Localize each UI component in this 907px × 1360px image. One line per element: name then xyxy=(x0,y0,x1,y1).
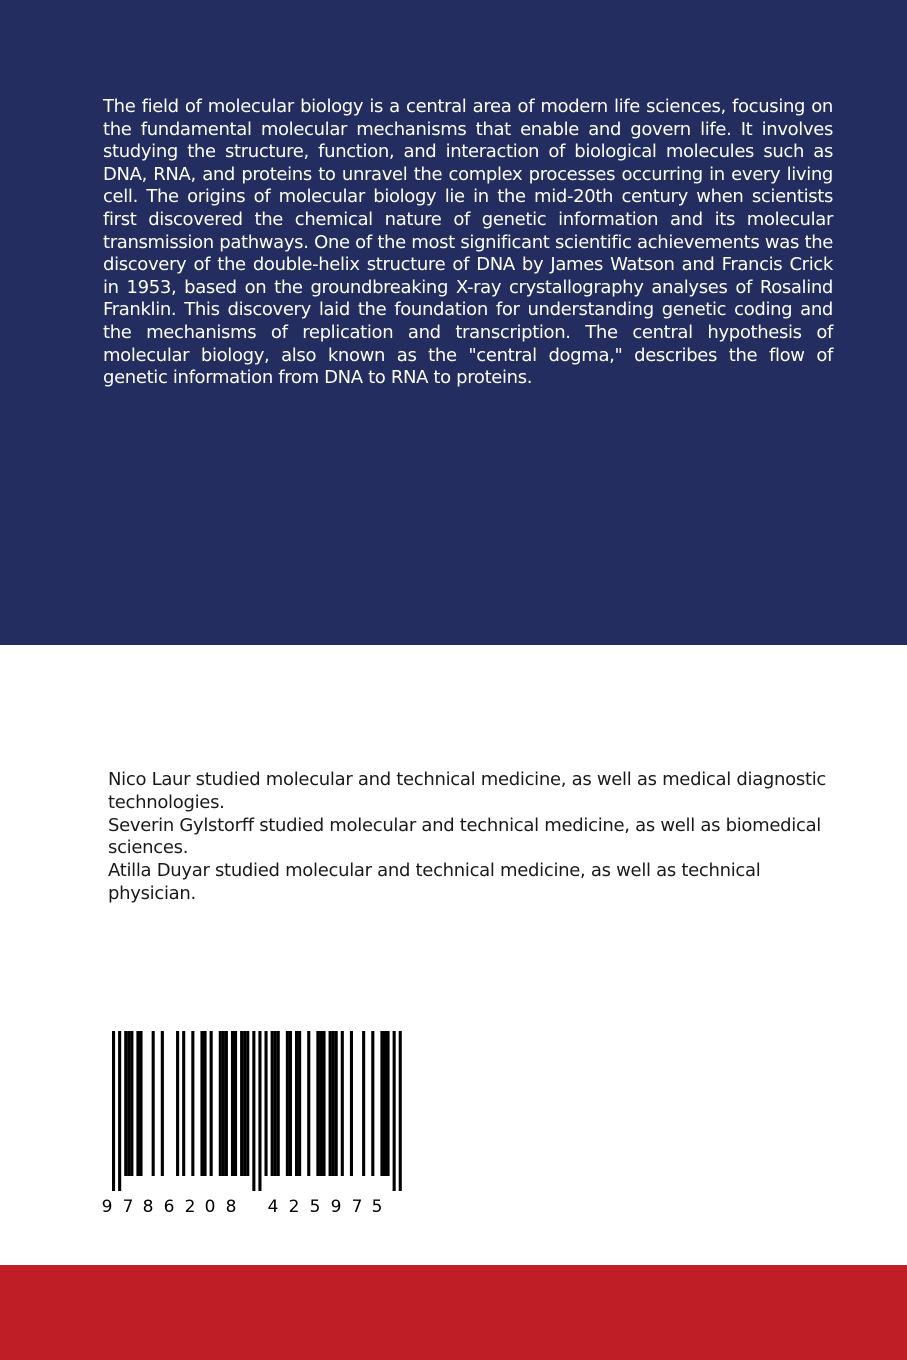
isbn-digit: 9 xyxy=(101,1197,113,1217)
isbn-digit: 7 xyxy=(351,1197,363,1217)
barcode-bar xyxy=(341,1031,344,1176)
barcode-bar xyxy=(316,1031,319,1176)
barcode-bar xyxy=(362,1031,365,1176)
isbn-digit: 2 xyxy=(184,1197,196,1217)
barcode-bar xyxy=(136,1031,139,1176)
isbn-digit: 6 xyxy=(163,1197,175,1217)
barcode-bars xyxy=(100,1029,420,1204)
barcode-bar xyxy=(130,1031,133,1176)
barcode-guard-bar xyxy=(118,1031,121,1191)
barcode-bar xyxy=(295,1031,298,1176)
barcode-bar xyxy=(225,1031,228,1176)
barcode-guard-bar xyxy=(393,1031,396,1191)
barcode-guard-bar xyxy=(112,1031,115,1191)
author-bio-laur: Nico Laur studied molecular and technical medicine, as well as medical diagnostic technologies. xyxy=(108,769,826,813)
isbn-digit: 9 xyxy=(330,1197,342,1217)
barcode-bar xyxy=(329,1031,332,1176)
barcode-guard-bar xyxy=(399,1031,402,1191)
barcode-bar xyxy=(322,1031,325,1176)
barcode-bar xyxy=(371,1031,374,1176)
barcode-guard-bar xyxy=(258,1031,261,1191)
isbn-barcode xyxy=(100,1029,420,1224)
isbn-digit: 7 xyxy=(122,1197,134,1217)
barcode-bar xyxy=(152,1031,155,1176)
barcode-bar xyxy=(265,1031,268,1176)
isbn-digit: 8 xyxy=(225,1197,237,1217)
barcode-bar xyxy=(176,1031,179,1176)
barcode-bar xyxy=(231,1031,234,1176)
barcode-bar xyxy=(286,1031,289,1176)
barcode-bar xyxy=(161,1031,164,1176)
barcode-bar xyxy=(200,1031,203,1176)
barcode-bar xyxy=(219,1031,222,1176)
isbn-digit: 5 xyxy=(309,1197,321,1217)
barcode-bar xyxy=(319,1031,322,1176)
isbn-number xyxy=(100,1197,420,1221)
isbn-digit: 2 xyxy=(288,1197,300,1217)
barcode-bar xyxy=(335,1031,338,1176)
barcode-bar xyxy=(222,1031,225,1176)
barcode-bar xyxy=(350,1031,353,1176)
top-panel xyxy=(0,0,907,645)
isbn-digit: 0 xyxy=(204,1197,216,1217)
barcode-bar xyxy=(387,1031,390,1176)
barcode-bar xyxy=(277,1031,280,1176)
barcode-guard-bar xyxy=(252,1031,255,1191)
barcode-bar xyxy=(271,1031,274,1176)
barcode-bar xyxy=(124,1031,127,1176)
barcode-bar xyxy=(240,1031,243,1176)
barcode-bar xyxy=(383,1031,386,1176)
barcode-bar xyxy=(298,1031,301,1176)
barcode-bar xyxy=(191,1031,194,1176)
barcode-bar xyxy=(332,1031,335,1176)
barcode-bar xyxy=(380,1031,383,1176)
isbn-digit: 5 xyxy=(371,1197,383,1217)
barcode-bar xyxy=(182,1031,185,1176)
back-cover-blurb: The field of molecular biology is a central area of modern life sciences, focusing on the fundamental molecular mechanisms that enable and govern life. It involves studying the structure, function, and interaction of biological molecules such as DNA, RNA, and proteins to unravel the complex processes occurring in every living cell. The origins of molecular biology lie in the mid-20th century when scientists first discovered the chemical nature of genetic information and its molecular transmission pathways. One of the most significant scientific achievements was the discovery of the double-helix structure of DNA by James Watson and Francis Crick in 1953, based on the groundbreaking X-ray crystallography analyses of Rosalind Franklin. This discovery laid the foundation for understanding genetic coding and the mechanisms of replication and transcription. The central hypothesis of molecular biology, also known as the "central dogma," describes the flow of genetic information from DNA to RNA to proteins. xyxy=(103,96,833,389)
isbn-digit: 8 xyxy=(142,1197,154,1217)
barcode-bar xyxy=(127,1031,130,1176)
isbn-digit: 4 xyxy=(267,1197,279,1217)
barcode-bar xyxy=(307,1031,310,1176)
barcode-bar xyxy=(210,1031,213,1176)
barcode-bar xyxy=(234,1031,237,1176)
bottom-red-band xyxy=(0,1265,907,1360)
barcode-bar xyxy=(139,1031,142,1176)
author-bio-gylstorff: Severin Gylstorff studied molecular and technical medicine, as well as biomedical sciences. xyxy=(108,814,821,859)
author-bio-duyar: Atilla Duyar studied molecular and technical medicine, as well as technical physician. xyxy=(108,860,761,904)
author-bios xyxy=(108,769,838,906)
barcode-bar xyxy=(274,1031,277,1176)
barcode-bar xyxy=(243,1031,246,1176)
barcode-bar xyxy=(204,1031,207,1176)
barcode-bar xyxy=(246,1031,249,1176)
barcode-bar xyxy=(289,1031,292,1176)
